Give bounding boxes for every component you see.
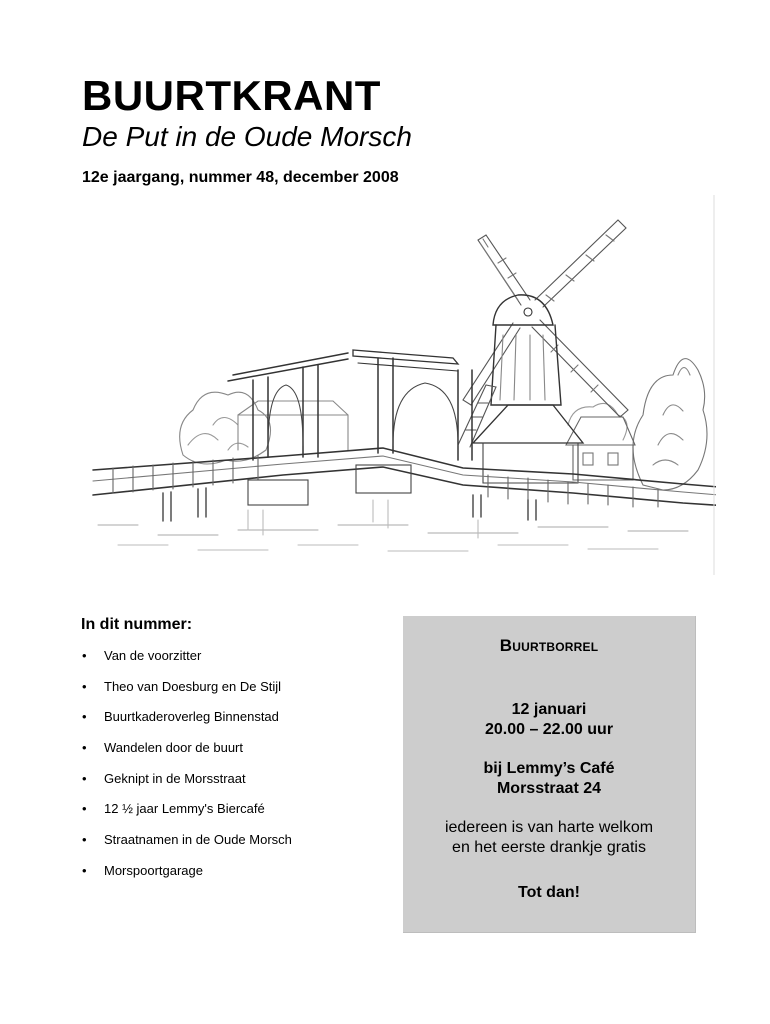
announcement-address: Morsstraat 24 xyxy=(496,780,602,797)
announcement-location xyxy=(403,759,695,799)
issue-line: 12e jaargang, nummer 48, december 2008 xyxy=(82,169,399,186)
announcement-box xyxy=(403,616,696,933)
list-item xyxy=(81,856,381,887)
list-item xyxy=(81,672,381,703)
list-item-label: Theo van Doesburg en De Stijl xyxy=(104,678,282,694)
list-item xyxy=(81,825,381,856)
announcement-invite-line: iedereen is van harte welkom xyxy=(444,819,654,836)
announcement-invitation xyxy=(403,818,695,858)
bullet: • xyxy=(82,678,87,694)
announcement-venue: bij Lemmy’s Café xyxy=(483,760,615,777)
list-item-label: Morspoortgarage xyxy=(104,862,203,878)
list-item xyxy=(81,794,381,825)
announcement-invite-line: en het eerste drankje gratis xyxy=(452,839,646,856)
list-item xyxy=(81,733,381,764)
bullet: • xyxy=(82,862,87,878)
announcement-time: 20.00 – 22.00 uur xyxy=(484,721,614,738)
contents-list xyxy=(81,641,381,887)
drawbridge-windmill-sketch xyxy=(88,195,716,575)
newsletter-subtitle: De Put in de Oude Morsch xyxy=(82,121,412,152)
bullet: • xyxy=(82,740,87,756)
bullet: • xyxy=(82,770,87,786)
announcement-closing: Tot dan! xyxy=(518,884,580,901)
list-item-label: 12 ½ jaar Lemmy's Biercafé xyxy=(104,801,265,817)
announcement-date: 12 januari xyxy=(511,701,587,718)
list-item-label: Buurtkaderoverleg Binnenstad xyxy=(104,709,279,725)
list-item xyxy=(81,764,381,795)
list-item-label: Geknipt in de Morsstraat xyxy=(104,770,246,786)
list-item xyxy=(81,702,381,733)
list-item-label: Wandelen door de buurt xyxy=(104,740,244,756)
announcement-datetime xyxy=(403,700,695,740)
list-item-label: Straatnamen in de Oude Morsch xyxy=(104,832,292,848)
bullet: • xyxy=(82,648,87,663)
announcement-title: Buurtborrel xyxy=(499,636,599,655)
bullet: • xyxy=(82,801,87,817)
list-item-label: Van de voorzitter xyxy=(104,648,202,663)
bullet: • xyxy=(82,709,87,725)
newsletter-title: BUURTKRANT xyxy=(82,72,381,119)
list-item xyxy=(81,641,381,672)
bullet: • xyxy=(82,832,87,848)
contents-heading: In dit nummer: xyxy=(81,616,193,633)
